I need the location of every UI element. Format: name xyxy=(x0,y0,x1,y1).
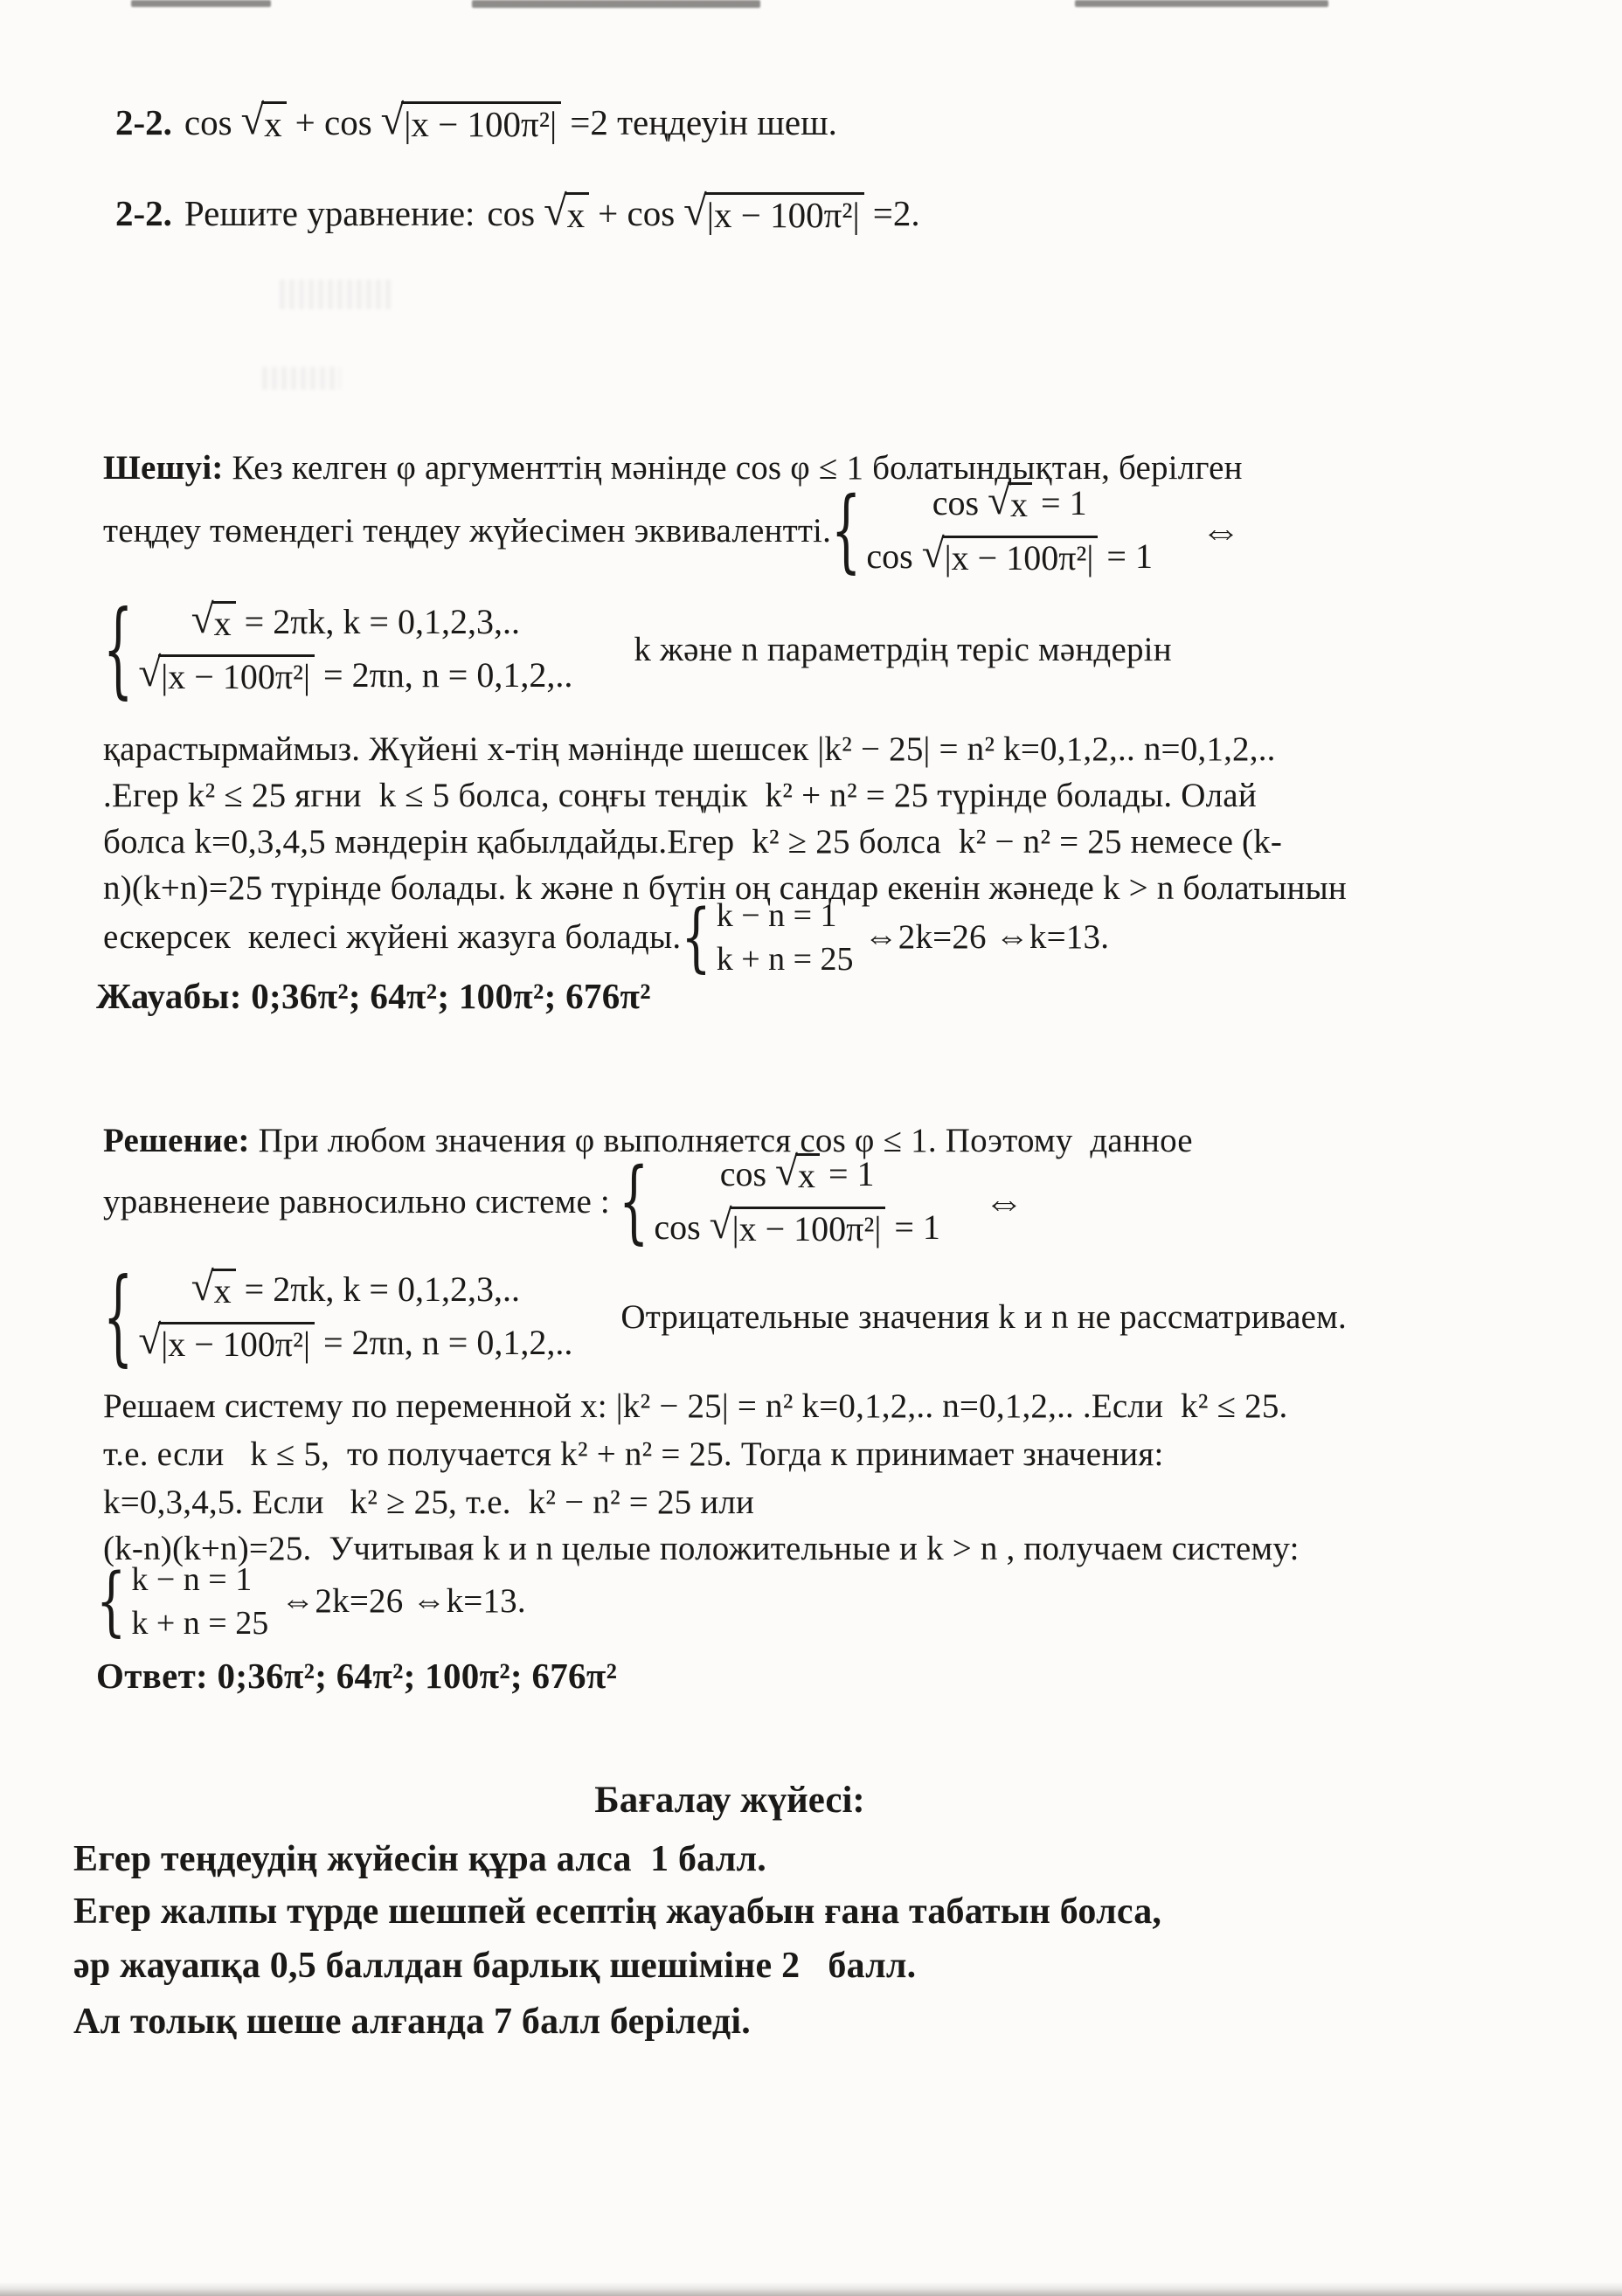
left-brace: { xyxy=(831,477,862,583)
sqrt-x: √ x xyxy=(191,1269,236,1313)
kk-head: Шешуі: xyxy=(103,449,224,487)
radical-icon: √ xyxy=(380,97,405,144)
problem-number: 2-2. xyxy=(115,193,172,233)
ru-paragraph-line: т.е. если k ≤ 5, то получается k² + n² = 25. Тогда к принимает значения: xyxy=(103,1435,1164,1473)
system-cos-kk: { cos √ x = 1 cos √ |x − 100π²| = 1 xyxy=(831,477,1153,583)
problem-ru xyxy=(115,188,920,238)
ru-answer: Ответ: 0;36π²; 64π²; 100π²; 676π² xyxy=(96,1656,618,1696)
kk-equivalence-row: теңдеу төмендегі теңдеу жүйесімен эквивалентті. { cos √ x = 1 cos √ |x − 100π²| = 1 ⇔ xyxy=(103,477,1241,583)
radical-icon: √ xyxy=(191,1264,214,1311)
sqrt-abs: √ |x − 100π²| xyxy=(138,654,315,699)
radical-icon: √ xyxy=(191,597,214,643)
iff-arrow: ⇔ xyxy=(983,1179,1024,1225)
left-brace: { xyxy=(103,588,134,709)
ru-system-row xyxy=(96,1556,526,1645)
system-kn-ru: { k − n = 1 k + n = 25 xyxy=(96,1556,269,1645)
radical-icon: √ xyxy=(775,1149,798,1195)
radical-icon: √ xyxy=(240,97,265,144)
system-kn-kk: { k − n = 1 k + n = 25 xyxy=(681,892,854,981)
sqrt-x: √ x xyxy=(241,101,287,147)
left-brace: { xyxy=(96,1556,127,1645)
sqrt-abs: √ |x − 100π²| xyxy=(922,536,1099,580)
radical-icon: √ xyxy=(138,649,162,695)
ru-kn-result: ⇔2k=26 ⇔k=13. xyxy=(281,1582,526,1621)
ru-equivalence-row: уравненеие равносильно системе : { cos √ x = 1 cos √ |x − 100π²| = 1 ⇔ xyxy=(103,1148,1024,1254)
sqrt-abs: √ |x − 100π²| xyxy=(138,1322,315,1366)
scoring-line: Егер теңдеудің жүйесін құра алса 1 балл. xyxy=(73,1839,766,1879)
sqrt-x: √ x xyxy=(544,192,589,238)
radical-icon: √ xyxy=(709,1201,732,1248)
kk-conclusion-row: ескерсек келесі жүйені жазуга болады. { k − n = 1 k + n = 25 ⇔2k=26 ⇔k=13. xyxy=(103,892,1110,981)
ru-head: Решение: xyxy=(103,1122,250,1159)
left-brace: { xyxy=(681,892,711,981)
kk-paragraph-line: болса k=0,3,4,5 мәндерін қабылдайды.Егер k² ≥ 25 болса k² − n² = 25 немесе (k- xyxy=(103,823,1283,861)
system-cos-ru: { cos √ x = 1 cos √ |x − 100π²| = 1 xyxy=(618,1148,940,1254)
scan-artifact-bottom xyxy=(0,2282,1622,2296)
kk-kn-result: ⇔2k=26 ⇔k=13. xyxy=(863,918,1110,957)
sqrt-x: √ x xyxy=(775,1153,820,1198)
scoring-title: Бағалау жүйесі: xyxy=(594,1780,865,1821)
kk-paragraph-line: .Егер k² ≤ 25 ягни k ≤ 5 болса, соңғы теңдік k² + n² = 25 түрінде болады. Олай xyxy=(103,777,1257,814)
scan-artifact-top xyxy=(131,0,271,7)
kk-paragraph-line: қарастырмаймыз. Жүйені x-тің мәнінде шешсек |k² − 25| = n² k=0,1,2,.. n=0,1,2,.. xyxy=(103,730,1276,768)
sqrt-x: √ x xyxy=(191,601,236,646)
scoring-line: Ал толық шеше алғанда 7 балл беріледі. xyxy=(73,2002,751,2042)
kk-param-note: k және n параметрдің теріс мәндерін xyxy=(634,631,1172,669)
scan-artifact-top xyxy=(1075,0,1328,7)
ru-solution-head-line: Решение: При любом значения φ выполняется cos φ ≤ 1. Поэтому данное xyxy=(103,1122,1193,1159)
sqrt-abs: √ |x − 100π²| xyxy=(381,101,562,147)
system-param-kk: { √ x = 2πk, k = 0,1,2,3,.. √ |x − 100π²| = 2πn, n = 0,1,2,.. xyxy=(103,588,573,709)
kk-solution-head-line: Шешуі: Кез келген φ аргументтің мәнінде cos φ ≤ 1 болатындықтан, берілген xyxy=(103,449,1243,487)
radical-icon: √ xyxy=(683,188,707,235)
kk-paragraph-line: n)(k+n)=25 түрінде болады. k және n бүтін оң сандар екенін жәнеде k > n болатынын xyxy=(103,869,1347,907)
left-brace: { xyxy=(618,1148,649,1254)
ru-paragraph-line: k=0,3,4,5. Если k² ≥ 25, т.е. k² − n² = 25 или xyxy=(103,1483,755,1521)
sqrt-x: √ x xyxy=(988,482,1032,527)
problem-number: 2-2. xyxy=(115,102,172,142)
scan-smudge xyxy=(262,367,341,390)
kk-parametric-row xyxy=(103,588,1172,709)
ru-paragraph-line: Решаем систему по переменной x: |k² − 25| = n² k=0,1,2,.. n=0,1,2,.. .Если k² ≤ 25. xyxy=(103,1387,1288,1425)
equation-kk: cos √ x + cos √ |x − 100π²| =2 теңдеуін шеш. xyxy=(184,101,837,147)
scoring-line: Егер жалпы түрде шешпей есептің жауабын ғана табатын болса, xyxy=(73,1891,1162,1932)
ru-param-note: Отрицательные значения k и n не рассматриваем. xyxy=(620,1298,1347,1337)
ru-paragraph-line: (k-n)(k+n)=25. Учитывая k и n целые положительные и k > n , получаем систему: xyxy=(103,1530,1300,1567)
scoring-line: әр жауапқа 0,5 баллдан барлық шешіміне 2 балл. xyxy=(73,1946,917,1986)
sqrt-abs: √ |x − 100π²| xyxy=(710,1207,886,1251)
problem-kk xyxy=(115,97,837,147)
problem-ru-intro: Решите уравнение: xyxy=(184,193,475,233)
sqrt-abs: √ |x − 100π²| xyxy=(683,192,864,238)
system-param-ru: { √ x = 2πk, k = 0,1,2,3,.. √ |x − 100π²| = 2πn, n = 0,1,2,.. xyxy=(103,1255,573,1377)
radical-icon: √ xyxy=(544,188,567,235)
radical-icon: √ xyxy=(921,530,945,577)
scan-artifact-top xyxy=(472,0,760,8)
radical-icon: √ xyxy=(138,1317,162,1363)
iff-arrow: ⇔ xyxy=(1200,508,1241,554)
equation-ru: cos √ x + cos √ |x − 100π²| =2. xyxy=(487,192,919,238)
scan-smudge xyxy=(280,280,393,309)
left-brace: { xyxy=(103,1255,134,1377)
kk-answer: Жауабы: 0;36π²; 64π²; 100π²; 676π² xyxy=(96,976,651,1016)
ru-parametric-row xyxy=(103,1255,1347,1377)
radical-icon: √ xyxy=(988,478,1011,524)
